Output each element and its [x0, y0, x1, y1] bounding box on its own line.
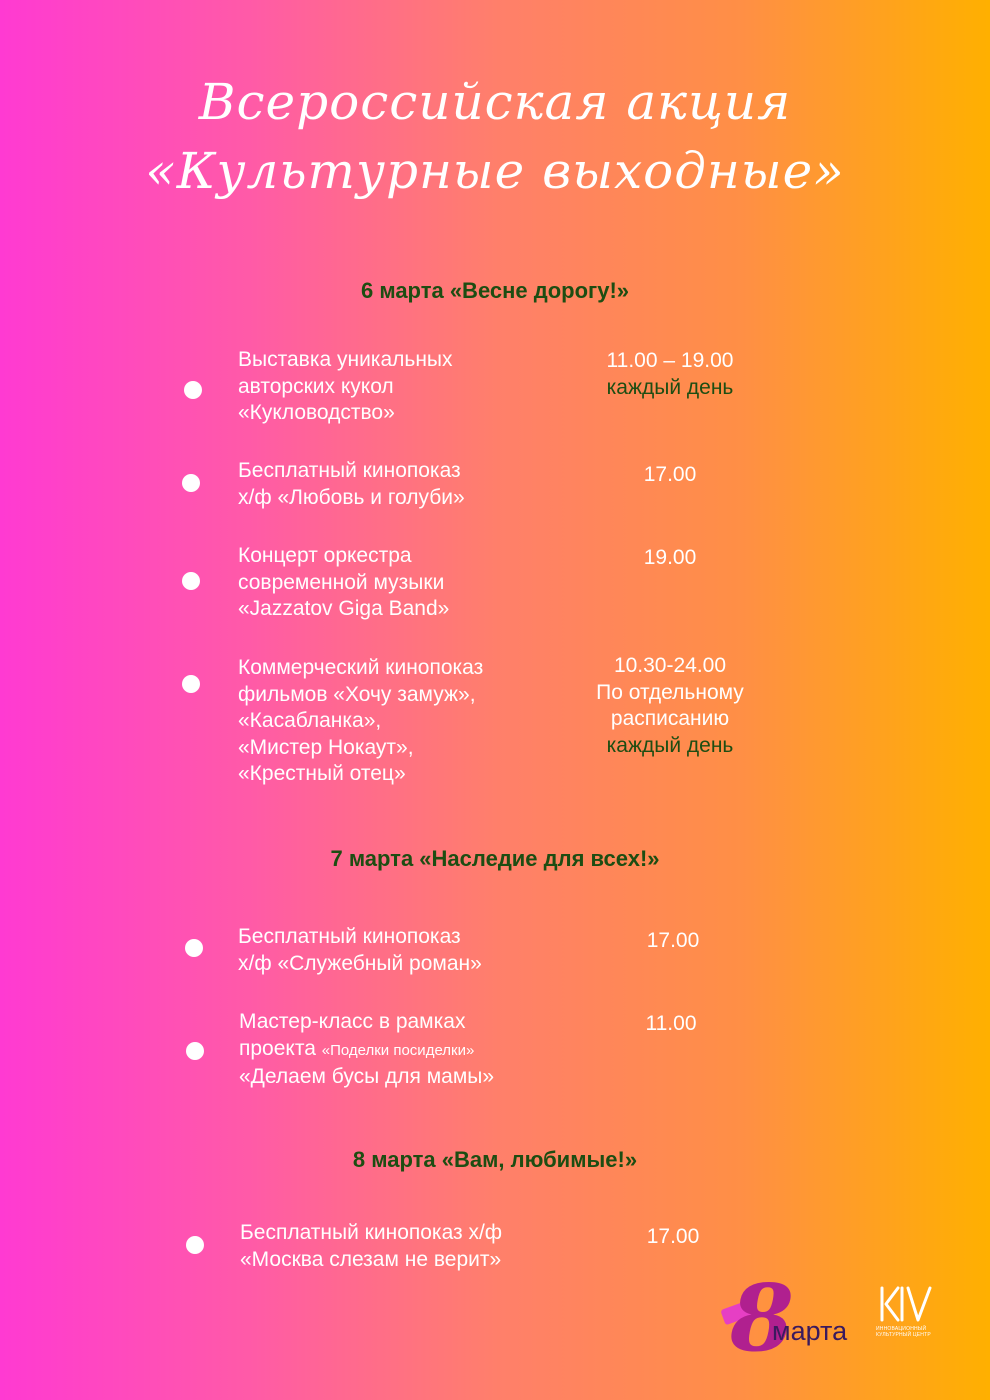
event-schedule-note: каждый день — [606, 733, 734, 757]
event-time-line: расписанию — [610, 707, 730, 730]
event-title — [238, 458, 578, 511]
bullet-dot-icon — [184, 381, 202, 399]
day-header-march-6: 6 марта «Весне дорогу!» — [360, 278, 630, 303]
event-title-line: х/ф «Служебный роман» — [238, 951, 482, 975]
event-title-line: Коммерческий кинопоказ — [238, 656, 484, 679]
event-title-line: «Касабланка», — [238, 709, 382, 732]
event-title-line: х/ф «Любовь и голуби» — [238, 485, 465, 509]
logo-digit: 8 — [730, 1264, 795, 1372]
poster-title-line1: Всероссийская акция — [198, 73, 792, 131]
bullet-dot-icon — [182, 474, 200, 492]
event-schedule-note: каждый день — [606, 375, 734, 399]
event-time — [565, 348, 775, 401]
event-title-line: авторских кукол — [238, 374, 394, 398]
event-title-line: Бесплатный кинопоказ х/ф — [240, 1221, 503, 1244]
day-header-march-8: 8 марта «Вам, любимые!» — [352, 1147, 638, 1172]
event-title — [240, 1220, 600, 1273]
event-title — [238, 543, 578, 623]
event-title — [238, 347, 578, 427]
event-title-line: «Jazzatov Giga Band» — [238, 597, 450, 620]
bullet-dot-icon — [182, 572, 200, 590]
event-time-line: 11.00 — [645, 1012, 697, 1035]
event-title-line: Выставка уникальных — [238, 348, 453, 371]
event-time-line: 17.00 — [643, 463, 697, 486]
bullet-dot-icon — [186, 1236, 204, 1254]
poster-title-line2: «Культурные выходные» — [145, 142, 845, 200]
bullet-dot-icon — [185, 939, 203, 957]
event-title-line: Мастер-класс в рамках — [239, 1010, 466, 1033]
event-title-line: современной музыки — [238, 570, 445, 594]
event-title-line: «Крестный отец» — [238, 762, 406, 785]
event-time-line: 17.00 — [646, 1225, 700, 1248]
event-project-name: «Поделки посиделки» — [321, 1041, 475, 1059]
culture-center-caption: ИННОВАЦИОННЫЙ КУЛЬТУРНЫЙ ЦЕНТР — [876, 1326, 931, 1338]
event-time-line: 19.00 — [643, 546, 697, 569]
event-time — [568, 1224, 778, 1251]
event-time — [565, 653, 775, 759]
bullet-dot-icon — [186, 1042, 204, 1060]
event-title-line: «Кукловодство» — [238, 401, 395, 424]
logo-word: марта — [772, 1316, 848, 1346]
march-8-logo — [722, 1264, 867, 1372]
event-title-line: Концерт оркестра — [238, 544, 412, 567]
event-time-line: 10.30-24.00 — [613, 654, 727, 677]
event-title-segment: проекта — [239, 1036, 316, 1060]
event-time — [565, 462, 775, 489]
event-title — [238, 655, 578, 788]
event-title-line: Бесплатный кинопоказ — [238, 459, 461, 482]
culture-center-mark-icon — [878, 1286, 934, 1322]
event-time-line: По отдельному — [596, 680, 744, 704]
event-time-line: 11.00 – 19.00 — [606, 349, 734, 372]
event-title-line: фильмов «Хочу замуж», — [238, 682, 476, 706]
day-header-march-7: 7 марта «Наследие для всех!» — [330, 846, 660, 871]
event-title-line: «Делаем бусы для мамы» — [239, 1065, 495, 1088]
event-time — [565, 545, 775, 572]
culture-center-logo — [876, 1282, 946, 1352]
event-title — [238, 924, 578, 977]
event-title-line: «Москва слезам не верит» — [240, 1247, 502, 1271]
event-time-line: 17.00 — [646, 929, 700, 952]
event-title — [239, 1009, 579, 1091]
event-time — [568, 928, 778, 955]
bullet-dot-icon — [182, 675, 200, 693]
event-time — [566, 1011, 776, 1038]
event-title-line — [239, 1036, 579, 1065]
event-title-line: Бесплатный кинопоказ — [238, 925, 461, 948]
event-title-line: «Мистер Нокаут», — [238, 735, 414, 759]
